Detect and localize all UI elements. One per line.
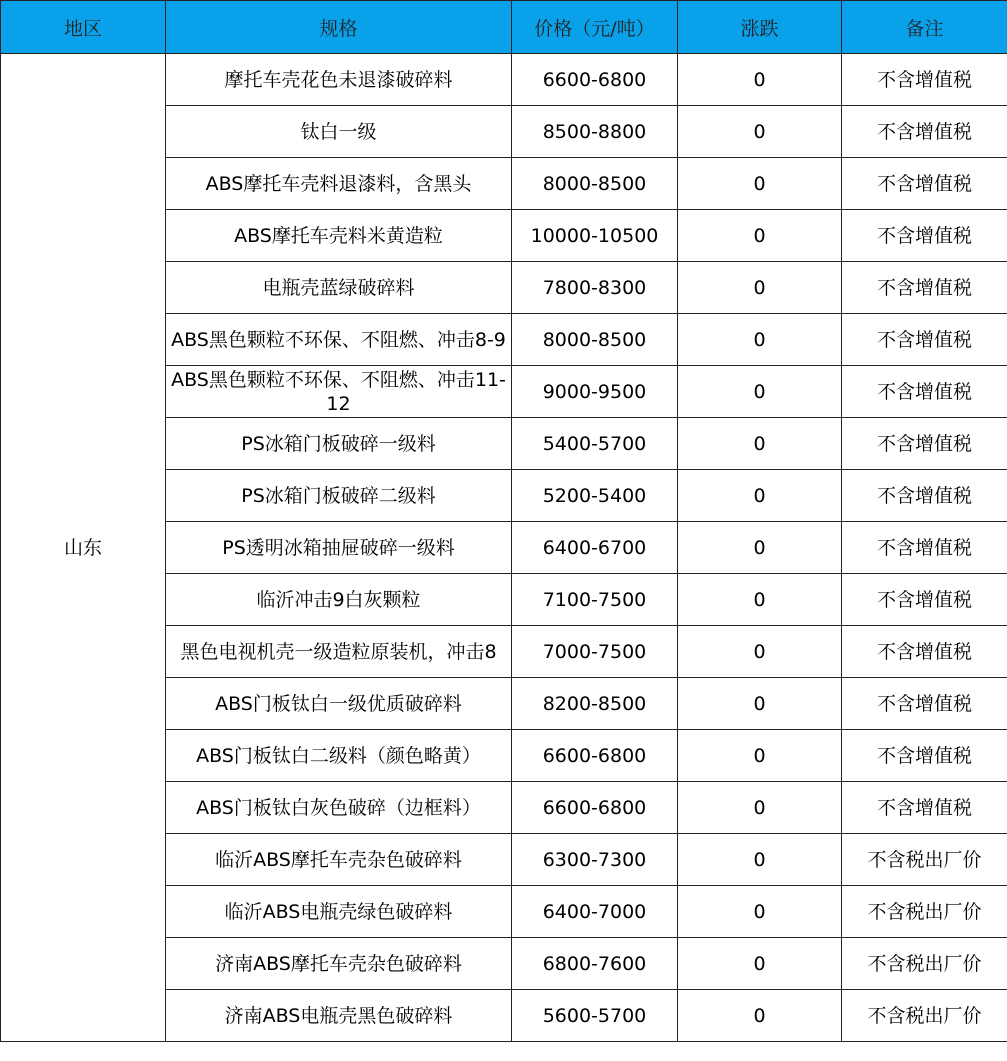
table-body xyxy=(1,54,1007,1042)
header-change: 涨跌 xyxy=(678,1,842,54)
note-cell: 不含增值税 xyxy=(842,522,1007,574)
spec-cell: 济南ABS摩托车壳杂色破碎料 xyxy=(166,938,512,990)
note-cell: 不含税出厂价 xyxy=(842,886,1007,938)
change-cell: 0 xyxy=(678,262,842,314)
note-cell: 不含增值税 xyxy=(842,262,1007,314)
change-cell: 0 xyxy=(678,314,842,366)
price-cell: 7800-8300 xyxy=(512,262,678,314)
spec-cell: 济南ABS电瓶壳黑色破碎料 xyxy=(166,990,512,1042)
note-cell: 不含增值税 xyxy=(842,158,1007,210)
price-cell: 6600-6800 xyxy=(512,54,678,106)
price-cell: 6600-6800 xyxy=(512,730,678,782)
spec-cell: ABS黑色颗粒不环保、不阻燃、冲击8-9 xyxy=(166,314,512,366)
change-cell: 0 xyxy=(678,782,842,834)
spec-cell: 电瓶壳蓝绿破碎料 xyxy=(166,262,512,314)
change-cell: 0 xyxy=(678,990,842,1042)
note-cell: 不含增值税 xyxy=(842,678,1007,730)
price-cell: 8200-8500 xyxy=(512,678,678,730)
header-row xyxy=(1,1,1007,54)
note-cell: 不含增值税 xyxy=(842,106,1007,158)
price-cell: 8000-8500 xyxy=(512,314,678,366)
price-cell: 5400-5700 xyxy=(512,418,678,470)
change-cell: 0 xyxy=(678,54,842,106)
note-cell: 不含增值税 xyxy=(842,782,1007,834)
note-cell: 不含税出厂价 xyxy=(842,938,1007,990)
price-cell: 5600-5700 xyxy=(512,990,678,1042)
change-cell: 0 xyxy=(678,470,842,522)
change-cell: 0 xyxy=(678,210,842,262)
change-cell: 0 xyxy=(678,574,842,626)
region-cell: 山东 xyxy=(1,54,166,1042)
note-cell: 不含税出厂价 xyxy=(842,990,1007,1042)
change-cell: 0 xyxy=(678,418,842,470)
spec-cell: ABS门板钛白灰色破碎（边框料） xyxy=(166,782,512,834)
note-cell: 不含增值税 xyxy=(842,210,1007,262)
spec-cell: 钛白一级 xyxy=(166,106,512,158)
change-cell: 0 xyxy=(678,106,842,158)
spec-cell: ABS摩托车壳料退漆料，含黑头 xyxy=(166,158,512,210)
note-cell: 不含增值税 xyxy=(842,470,1007,522)
price-cell: 6800-7600 xyxy=(512,938,678,990)
change-cell: 0 xyxy=(678,678,842,730)
table-row xyxy=(1,54,1007,106)
note-cell: 不含增值税 xyxy=(842,574,1007,626)
spec-cell: ABS摩托车壳料米黄造粒 xyxy=(166,210,512,262)
header-price: 价格（元/吨） xyxy=(512,1,678,54)
header-note: 备注 xyxy=(842,1,1007,54)
change-cell: 0 xyxy=(678,730,842,782)
price-cell: 9000-9500 xyxy=(512,366,678,418)
change-cell: 0 xyxy=(678,938,842,990)
note-cell: 不含增值税 xyxy=(842,314,1007,366)
price-cell: 8000-8500 xyxy=(512,158,678,210)
spec-cell: ABS门板钛白二级料（颜色略黄） xyxy=(166,730,512,782)
spec-cell: 黑色电视机壳一级造粒原装机，冲击8 xyxy=(166,626,512,678)
change-cell: 0 xyxy=(678,522,842,574)
spec-cell: 临沂ABS摩托车壳杂色破碎料 xyxy=(166,834,512,886)
spec-cell: 摩托车壳花色未退漆破碎料 xyxy=(166,54,512,106)
spec-cell: PS冰箱门板破碎二级料 xyxy=(166,470,512,522)
price-cell: 6400-6700 xyxy=(512,522,678,574)
spec-cell: 临沂冲击9白灰颗粒 xyxy=(166,574,512,626)
change-cell: 0 xyxy=(678,886,842,938)
spec-cell: 临沂ABS电瓶壳绿色破碎料 xyxy=(166,886,512,938)
price-cell: 10000-10500 xyxy=(512,210,678,262)
note-cell: 不含增值税 xyxy=(842,418,1007,470)
price-cell: 6400-7000 xyxy=(512,886,678,938)
spec-cell: PS透明冰箱抽屉破碎一级料 xyxy=(166,522,512,574)
spec-cell: PS冰箱门板破碎一级料 xyxy=(166,418,512,470)
note-cell: 不含增值税 xyxy=(842,626,1007,678)
note-cell: 不含增值税 xyxy=(842,54,1007,106)
price-cell: 8500-8800 xyxy=(512,106,678,158)
price-cell: 7100-7500 xyxy=(512,574,678,626)
note-cell: 不含税出厂价 xyxy=(842,834,1007,886)
note-cell: 不含增值税 xyxy=(842,366,1007,418)
change-cell: 0 xyxy=(678,366,842,418)
price-cell: 6600-6800 xyxy=(512,782,678,834)
price-cell: 6300-7300 xyxy=(512,834,678,886)
change-cell: 0 xyxy=(678,626,842,678)
spec-cell: ABS门板钛白一级优质破碎料 xyxy=(166,678,512,730)
price-cell: 5200-5400 xyxy=(512,470,678,522)
header-spec: 规格 xyxy=(166,1,512,54)
header-region: 地区 xyxy=(1,1,166,54)
price-cell: 7000-7500 xyxy=(512,626,678,678)
note-cell: 不含增值税 xyxy=(842,730,1007,782)
change-cell: 0 xyxy=(678,834,842,886)
change-cell: 0 xyxy=(678,158,842,210)
spec-cell: ABS黑色颗粒不环保、不阻燃、冲击11-12 xyxy=(166,366,512,418)
